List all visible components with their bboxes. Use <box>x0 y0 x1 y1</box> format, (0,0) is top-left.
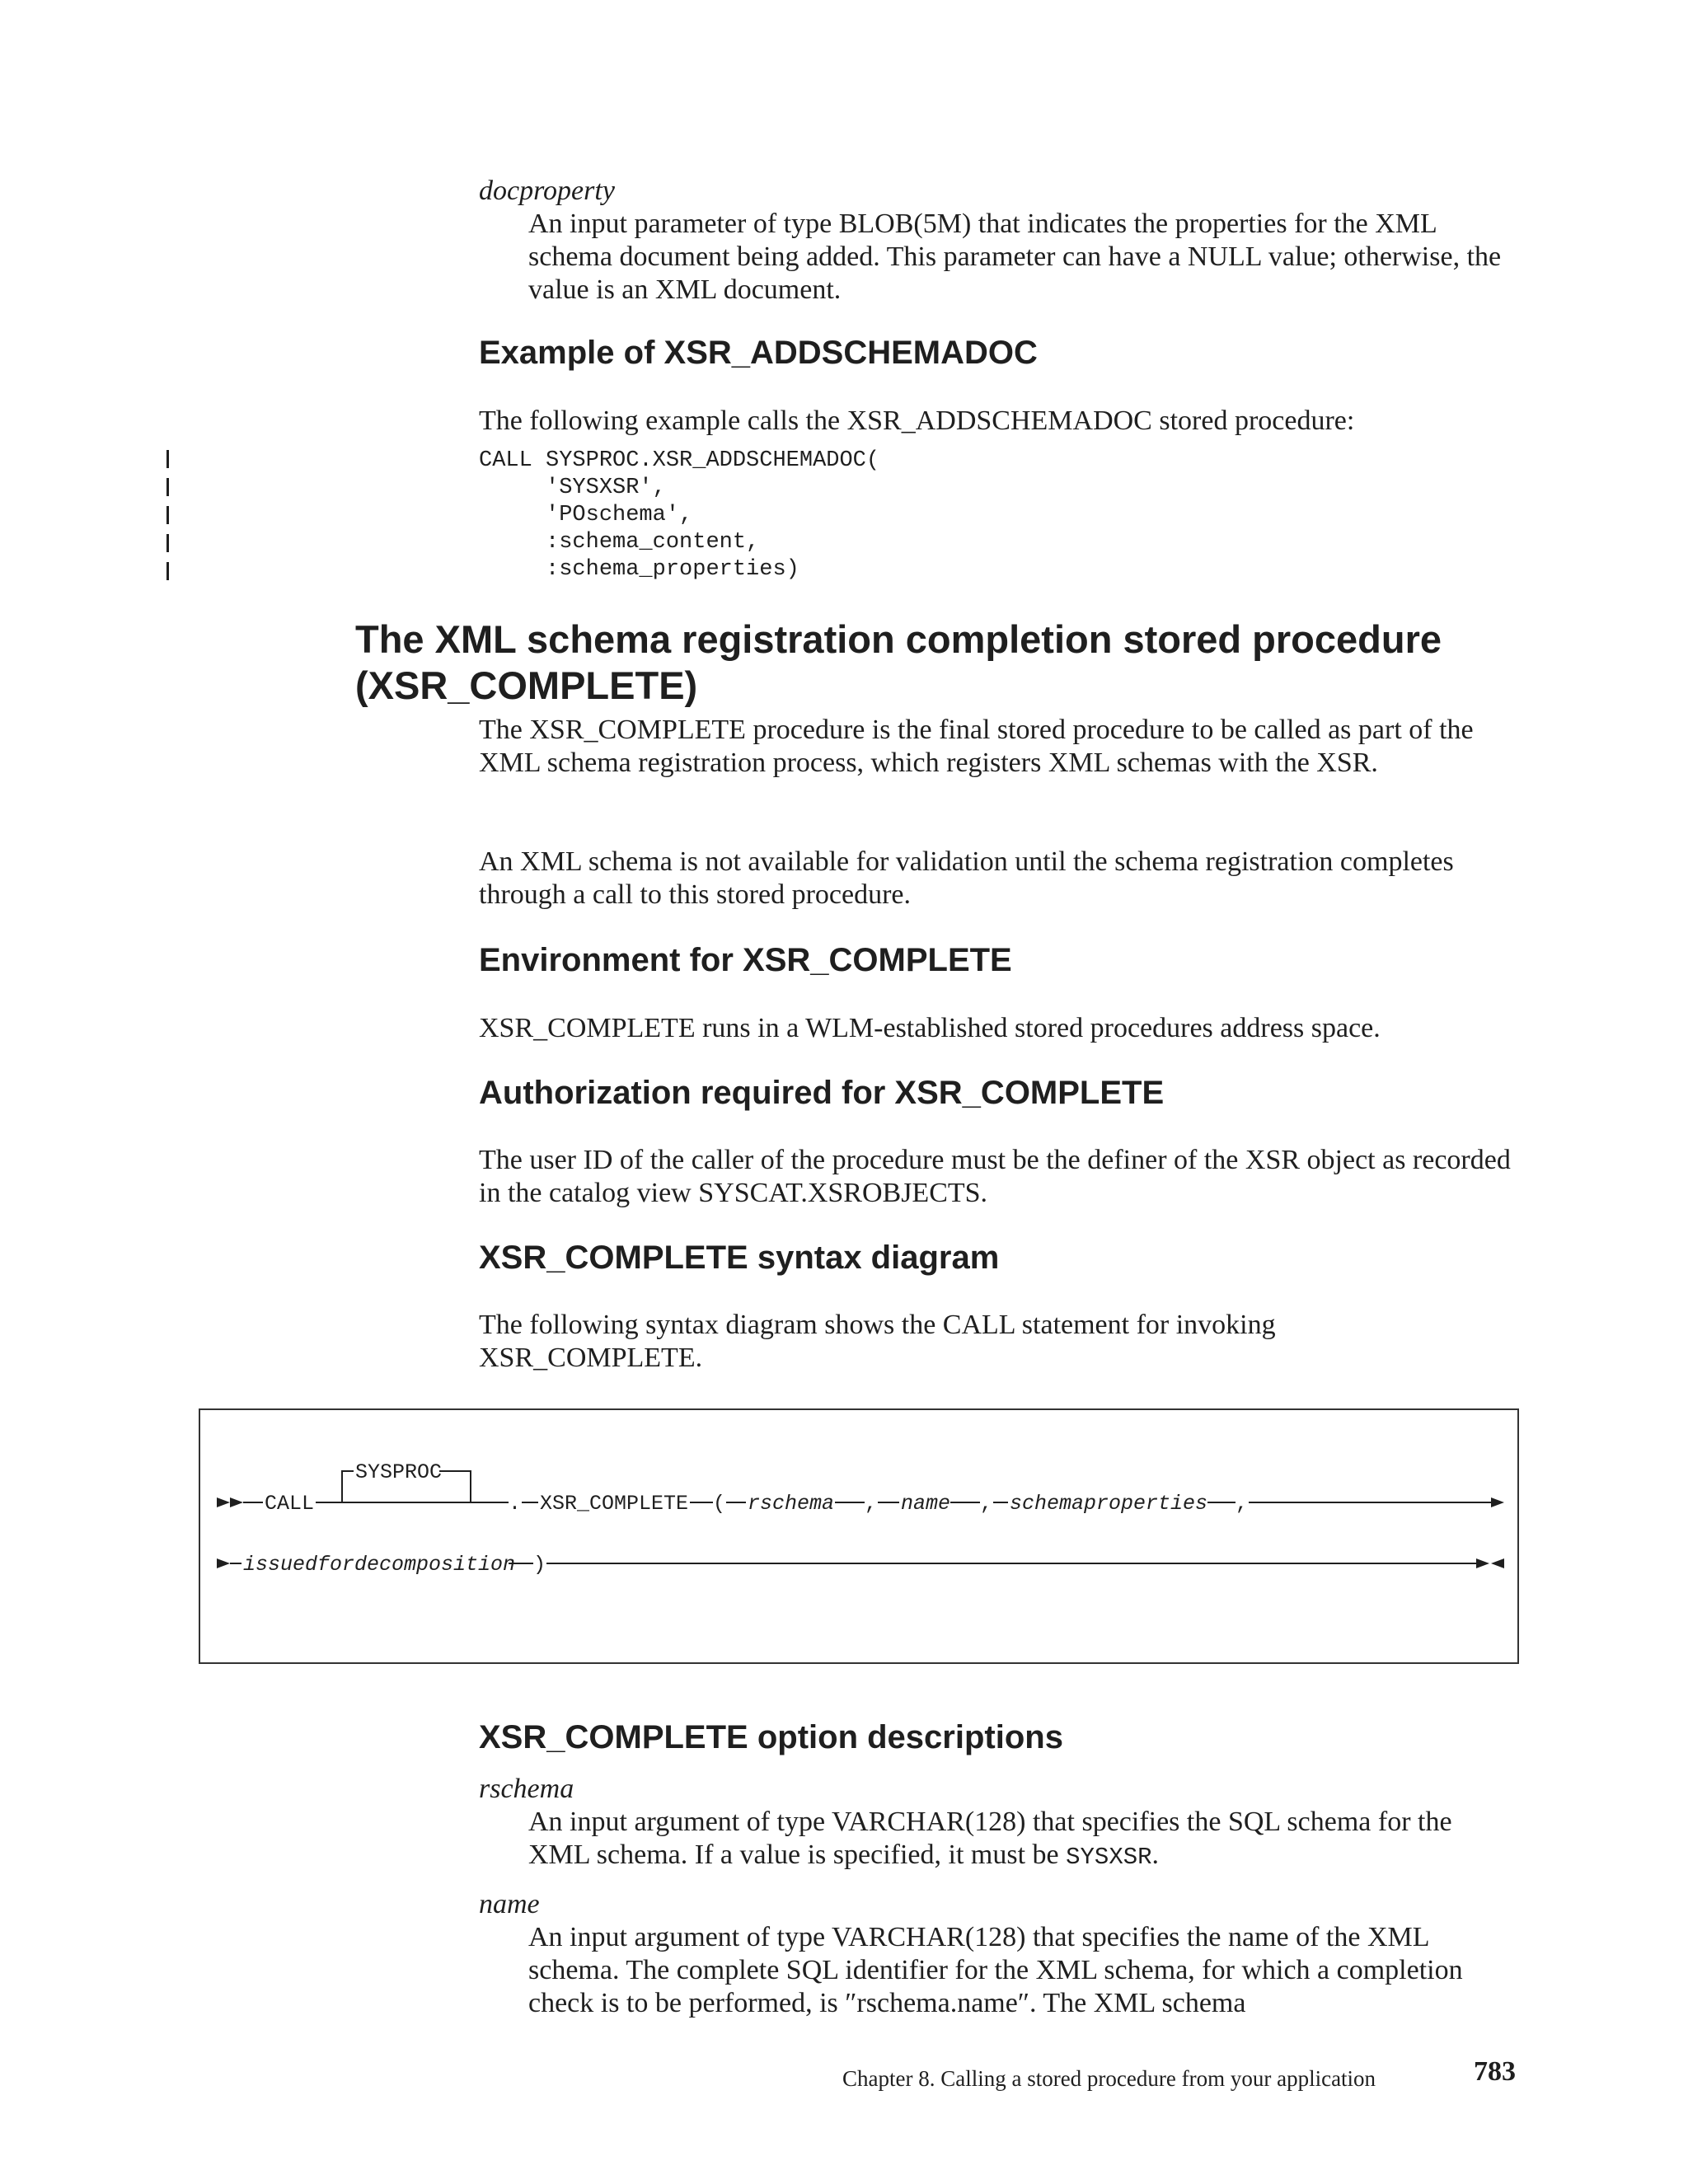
syntax-diagram <box>200 1410 1517 1662</box>
option-description-name: An input argument of type VARCHAR(128) that specifies the name of the XML schema. The complete SQL identifier for the XML schema, for which a completion check is to be performed, is ″rschema.name″. The XML schema <box>528 1922 1463 2018</box>
comma-separator: , <box>865 1492 878 1516</box>
section-heading-example: Example of XSR_ADDSCHEMADOC <box>479 335 1038 371</box>
end-arrow-icon <box>1476 1558 1489 1568</box>
option-description-docproperty: An input parameter of type BLOB(5M) that indicates the properties for the XML schema document being added. This parameter can have a NULL value; otherwise, the value is an XML document. <box>528 209 1502 305</box>
rschema-desc-text: An input argument of type VARCHAR(128) that specifies the SQL schema for the XML schema. If a value is specified, it must be <box>528 1807 1452 1870</box>
continuation-arrow-icon <box>217 1558 230 1568</box>
continue-arrow-icon <box>1491 1497 1504 1507</box>
change-bar-marker <box>166 478 169 496</box>
start-arrow-icon <box>217 1497 230 1507</box>
intro-paragraph-2: An XML schema is not available for validation until the schema registration completes through a call to this stored procedure. <box>479 846 1454 910</box>
param-schemaproperties: schemaproperties <box>1010 1492 1208 1516</box>
open-paren: ( <box>713 1492 726 1516</box>
change-bar-marker <box>166 562 169 580</box>
start-arrow-icon <box>230 1497 243 1507</box>
comma-separator: , <box>1236 1492 1249 1516</box>
page-title-line-1: The XML schema registration completion stored procedure <box>355 617 1442 661</box>
end-arrow-icon <box>1491 1558 1504 1568</box>
rschema-desc-code: SYSXSR <box>1066 1844 1152 1871</box>
option-term-docproperty: docproperty <box>479 176 615 206</box>
code-line: :schema_properties) <box>479 557 799 582</box>
syntax-diagram-box <box>199 1408 1519 1664</box>
change-bar-marker <box>166 506 169 524</box>
keyword-call: CALL <box>265 1492 315 1516</box>
comma-separator: , <box>980 1492 993 1516</box>
environment-text: XSR_COMPLETE runs in a WLM-established stored procedures address space. <box>479 1013 1381 1043</box>
option-description-rschema <box>528 1806 1517 1872</box>
param-issuedfordecomposition: issuedfordecomposition <box>243 1553 516 1577</box>
keyword-sysproc: SYSPROC <box>355 1460 443 1484</box>
rschema-desc-end: . <box>1151 1840 1160 1870</box>
intro-paragraph-1: The XSR_COMPLETE procedure is the final stored procedure to be called as part of the XML schema registration process, which registers XML schemas with the XSR. <box>479 715 1474 778</box>
keyword-xsr-complete: XSR_COMPLETE <box>540 1492 689 1516</box>
code-line: 'SYSXSR', <box>479 476 666 500</box>
dot-separator: . <box>509 1492 522 1516</box>
page-title-line-2: (XSR_COMPLETE) <box>355 663 698 707</box>
code-example <box>479 448 879 583</box>
page-title <box>355 616 1526 709</box>
example-intro: The following example calls the XSR_ADDSCHEMADOC stored procedure: <box>479 405 1355 436</box>
code-line: CALL SYSPROC.XSR_ADDSCHEMADOC( <box>479 448 880 473</box>
param-name: name <box>901 1492 951 1516</box>
section-heading-authorization: Authorization required for XSR_COMPLETE <box>479 1075 1165 1111</box>
option-term-rschema: rschema <box>479 1774 574 1804</box>
footer-chapter: Chapter 8. Calling a stored procedure from your application <box>842 2066 1376 2091</box>
authorization-text: The user ID of the caller of the procedure must be the definer of the XSR object as recorded in the catalog view SYSCAT.XSROBJECTS. <box>479 1145 1511 1208</box>
page-number: 783 <box>1474 2056 1516 2087</box>
code-line: :schema_content, <box>479 530 760 555</box>
close-paren: ) <box>533 1553 546 1577</box>
section-heading-syntax: XSR_COMPLETE syntax diagram <box>479 1240 1000 1276</box>
section-heading-options: XSR_COMPLETE option descriptions <box>479 1719 1063 1755</box>
param-rschema: rschema <box>748 1492 835 1516</box>
option-term-name: name <box>479 1889 540 1919</box>
code-line: 'POschema', <box>479 503 693 527</box>
change-bar-marker <box>166 450 169 468</box>
section-heading-environment: Environment for XSR_COMPLETE <box>479 942 1012 978</box>
syntax-intro: The following syntax diagram shows the CALL statement for invoking XSR_COMPLETE. <box>479 1310 1276 1373</box>
change-bar-marker <box>166 534 169 552</box>
